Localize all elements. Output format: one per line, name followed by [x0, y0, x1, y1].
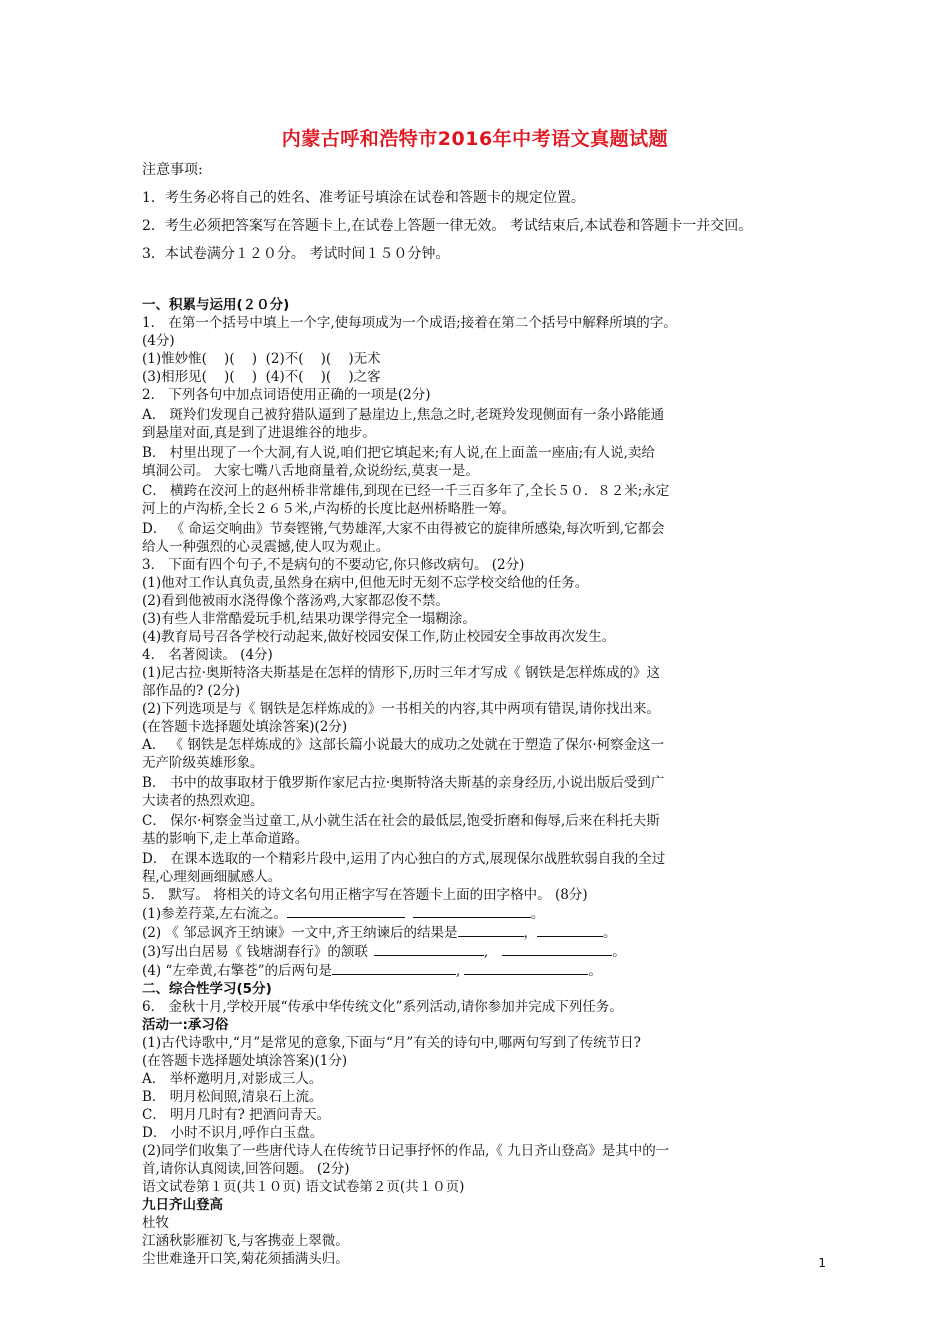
sentence-item: (3)有些人非常酷爱玩手机,结果功课学得完全一塌糊涂。: [142, 611, 476, 627]
option-text: 大读者的热烈欢迎。: [142, 793, 264, 809]
sub-question: (在答题卡选择题处填涂答案)(2分): [142, 719, 348, 735]
option-text: A． 《 钢铁是怎样炼成的》这部长篇小说最大的成功之处就在于塑造了保尔·柯察金这一: [142, 737, 665, 753]
activity-heading: 活动一:承习俗: [142, 1017, 229, 1033]
option-text: B． 书中的故事取材于俄罗斯作家尼古拉·奥斯特洛夫斯基的亲身经历,小说出版后受到广: [142, 775, 665, 791]
notes-block: [142, 156, 822, 268]
option-text: C． 明月几时有? 把酒问青天。: [142, 1107, 331, 1123]
dictation-line: [142, 904, 814, 923]
sub-question: (1)古代诗歌中,“月”是常见的意象,下面与“月”有关的诗句中,哪两句写到了传统节日?: [142, 1035, 641, 1051]
idiom-row: (1)惟妙惟( )( ) (2)不( )( )无术: [142, 351, 381, 367]
poem-title: 九日齐山登高: [142, 1197, 223, 1213]
sentence-item: (4)教育局号召各学校行动起来,做好校园安保工作,防止校园安全事故再次发生。: [142, 629, 616, 645]
page-title: 内蒙古呼和浩特市2016年中考语文真题试题: [281, 128, 669, 150]
notes-heading: 注意事项:: [142, 162, 203, 178]
dictation-prompt: (3)写出白居易《 钱塘湖春行》的颔联: [142, 944, 368, 960]
page-footer-text: 语文试卷第１页(共１０页) 语文试卷第２页(共１０页): [142, 1179, 465, 1195]
question-stem: 3． 下面有四个句子,不是病句的不要动它,你只修改病句。 (2分): [142, 557, 525, 573]
option-text: B． 明月松间照,清泉石上流。: [142, 1089, 323, 1105]
question-stem: 2． 下列各句中加点词语使用正确的一项是(2分): [142, 387, 431, 403]
dictation-prompt: (4) “左牵黄,右擎苍”的后两句是: [142, 963, 333, 979]
sub-question: 首,请你认真阅读,回答问题。 (2分): [142, 1161, 350, 1177]
punctuation: 。: [588, 963, 602, 979]
exam-body: [142, 296, 814, 1268]
question-stem: 6． 金秋十月,学校开展“传承中华传统文化”系列活动,请你参加并完成下列任务。: [142, 999, 623, 1015]
option-text: D． 小时不识月,呼作白玉盘。: [142, 1125, 324, 1141]
punctuation: 。: [603, 925, 617, 941]
answer-blank: [537, 923, 603, 937]
section-heading: 一、积累与运用(２０分): [142, 297, 290, 313]
dictation-prompt: (2) 《 邹忌讽齐王纳谏》一文中,齐王纳谏后的结果是: [142, 925, 458, 941]
note-item: 3．本试卷满分１２０分。 考试时间１５０分钟。: [142, 246, 450, 262]
punctuation: 。: [612, 944, 626, 960]
option-text: B． 村里出现了一个大洞,有人说,咱们把它填起来;有人说,在上面盖一座庙;有人说,卖给: [142, 445, 655, 461]
answer-blank: [332, 961, 456, 975]
answer-blank: [374, 942, 484, 956]
sub-question: (1)尼古拉·奥斯特洛夫斯基是在怎样的情形下,历时三年才写成《 钢铁是怎样炼成的》这: [142, 665, 660, 681]
answer-blank: [287, 904, 405, 918]
poem-author: 杜牧: [142, 1215, 169, 1231]
answer-blank: [464, 961, 588, 975]
punctuation: ，: [523, 925, 537, 941]
option-text: 河上的卢沟桥,全长２６５米,卢沟桥的长度比赵州桥略胜一筹。: [142, 501, 516, 517]
question-points: (4分): [142, 333, 175, 349]
sub-question: (2)同学们收集了一些唐代诗人在传统节日记事抒怀的作品,《 九日齐山登高》是其中的一: [142, 1143, 670, 1159]
sub-question: (2)下列选项是与《 钢铁是怎样炼成的》一书相关的内容,其中两项有错误,请你找出来。: [142, 701, 660, 717]
option-text: D． 《 命运交响曲》节奏铿锵,气势雄浑,大家不由得被它的旋律所感染,每次听到,它都会: [142, 521, 665, 537]
option-text: C． 保尔·柯察金当过童工,从小就生活在社会的最低层,饱受折磨和侮辱,后来在科托夫斯: [142, 813, 660, 829]
dictation-line: [142, 923, 814, 942]
dictation-prompt: (1)参差荇菜,左右流之。: [142, 906, 287, 922]
question-stem: 4． 名著阅读。 (4分): [142, 647, 273, 663]
question-stem: 5． 默写。 将相关的诗文名句用正楷字写在答题卡上面的田字格中。 (8分): [142, 887, 588, 903]
option-text: A． 斑羚们发现自己被狩猎队逼到了悬崖边上,焦急之时,老斑羚发现侧面有一条小路能通: [142, 407, 665, 423]
answer-blank: [502, 942, 612, 956]
option-text: C． 横跨在洨河上的赵州桥非常雄伟,到现在已经一千三百多年了,全长５０．８２米;永定: [142, 483, 670, 499]
option-text: 填洞公司。 大家七嘴八舌地商量着,众说纷纭,莫衷一是。: [142, 463, 479, 479]
option-text: D． 在课本选取的一个精彩片段中,运用了内心独白的方式,展现保尔战胜软弱自我的全过: [142, 851, 666, 867]
note-item: 1．考生务必将自己的姓名、准考证号填涂在试卷和答题卡的规定位置。: [142, 190, 585, 206]
sub-question: (在答题卡选择题处填涂答案)(1分): [142, 1053, 348, 1069]
question-stem: 1． 在第一个括号中填上一个字,使每项成为一个成语;接着在第二个括号中解释所填的字。: [142, 315, 677, 331]
option-text: 给人一种强烈的心灵震撼,使人叹为观止。: [142, 539, 390, 555]
poem-line: 江涵秋影雁初飞,与客携壶上翠微。: [142, 1233, 349, 1249]
option-text: 程,心理刻画细腻感人。: [142, 869, 282, 885]
dictation-line: [142, 961, 814, 980]
sub-question: 部作品的? (2分): [142, 683, 241, 699]
section-heading: 二、综合性学习(5分): [142, 981, 272, 997]
note-item: 2．考生必须把答案写在答题卡上,在试卷上答题一律无效。 考试结束后,本试卷和答题卡一并交回。: [142, 218, 753, 234]
punctuation: 。: [530, 906, 545, 922]
sentence-item: (2)看到他被雨水浇得像个落汤鸡,大家都忍俊不禁。: [142, 593, 449, 609]
punctuation: ,: [483, 944, 489, 960]
answer-blank: [458, 923, 524, 937]
dictation-line: [142, 942, 814, 961]
option-text: 无产阶级英雄形象。: [142, 755, 264, 771]
option-text: A． 举杯邀明月,对影成三人。: [142, 1071, 323, 1087]
idiom-row: (3)相形见( )( ) (4)不( )( )之客: [142, 369, 381, 385]
option-text: 基的影响下,走上革命道路。: [142, 831, 309, 847]
sentence-item: (1)他对工作认真负责,虽然身在病中,但他无时无刻不忘学校交给他的任务。: [142, 575, 589, 591]
option-text: 到悬崖对面,真是到了进退维谷的地步。: [142, 425, 376, 441]
punctuation: ,: [456, 963, 461, 979]
answer-blank: [413, 904, 531, 918]
page-number: 1: [818, 1256, 826, 1270]
poem-line: 尘世难逢开口笑,菊花须插满头归。: [142, 1251, 349, 1267]
